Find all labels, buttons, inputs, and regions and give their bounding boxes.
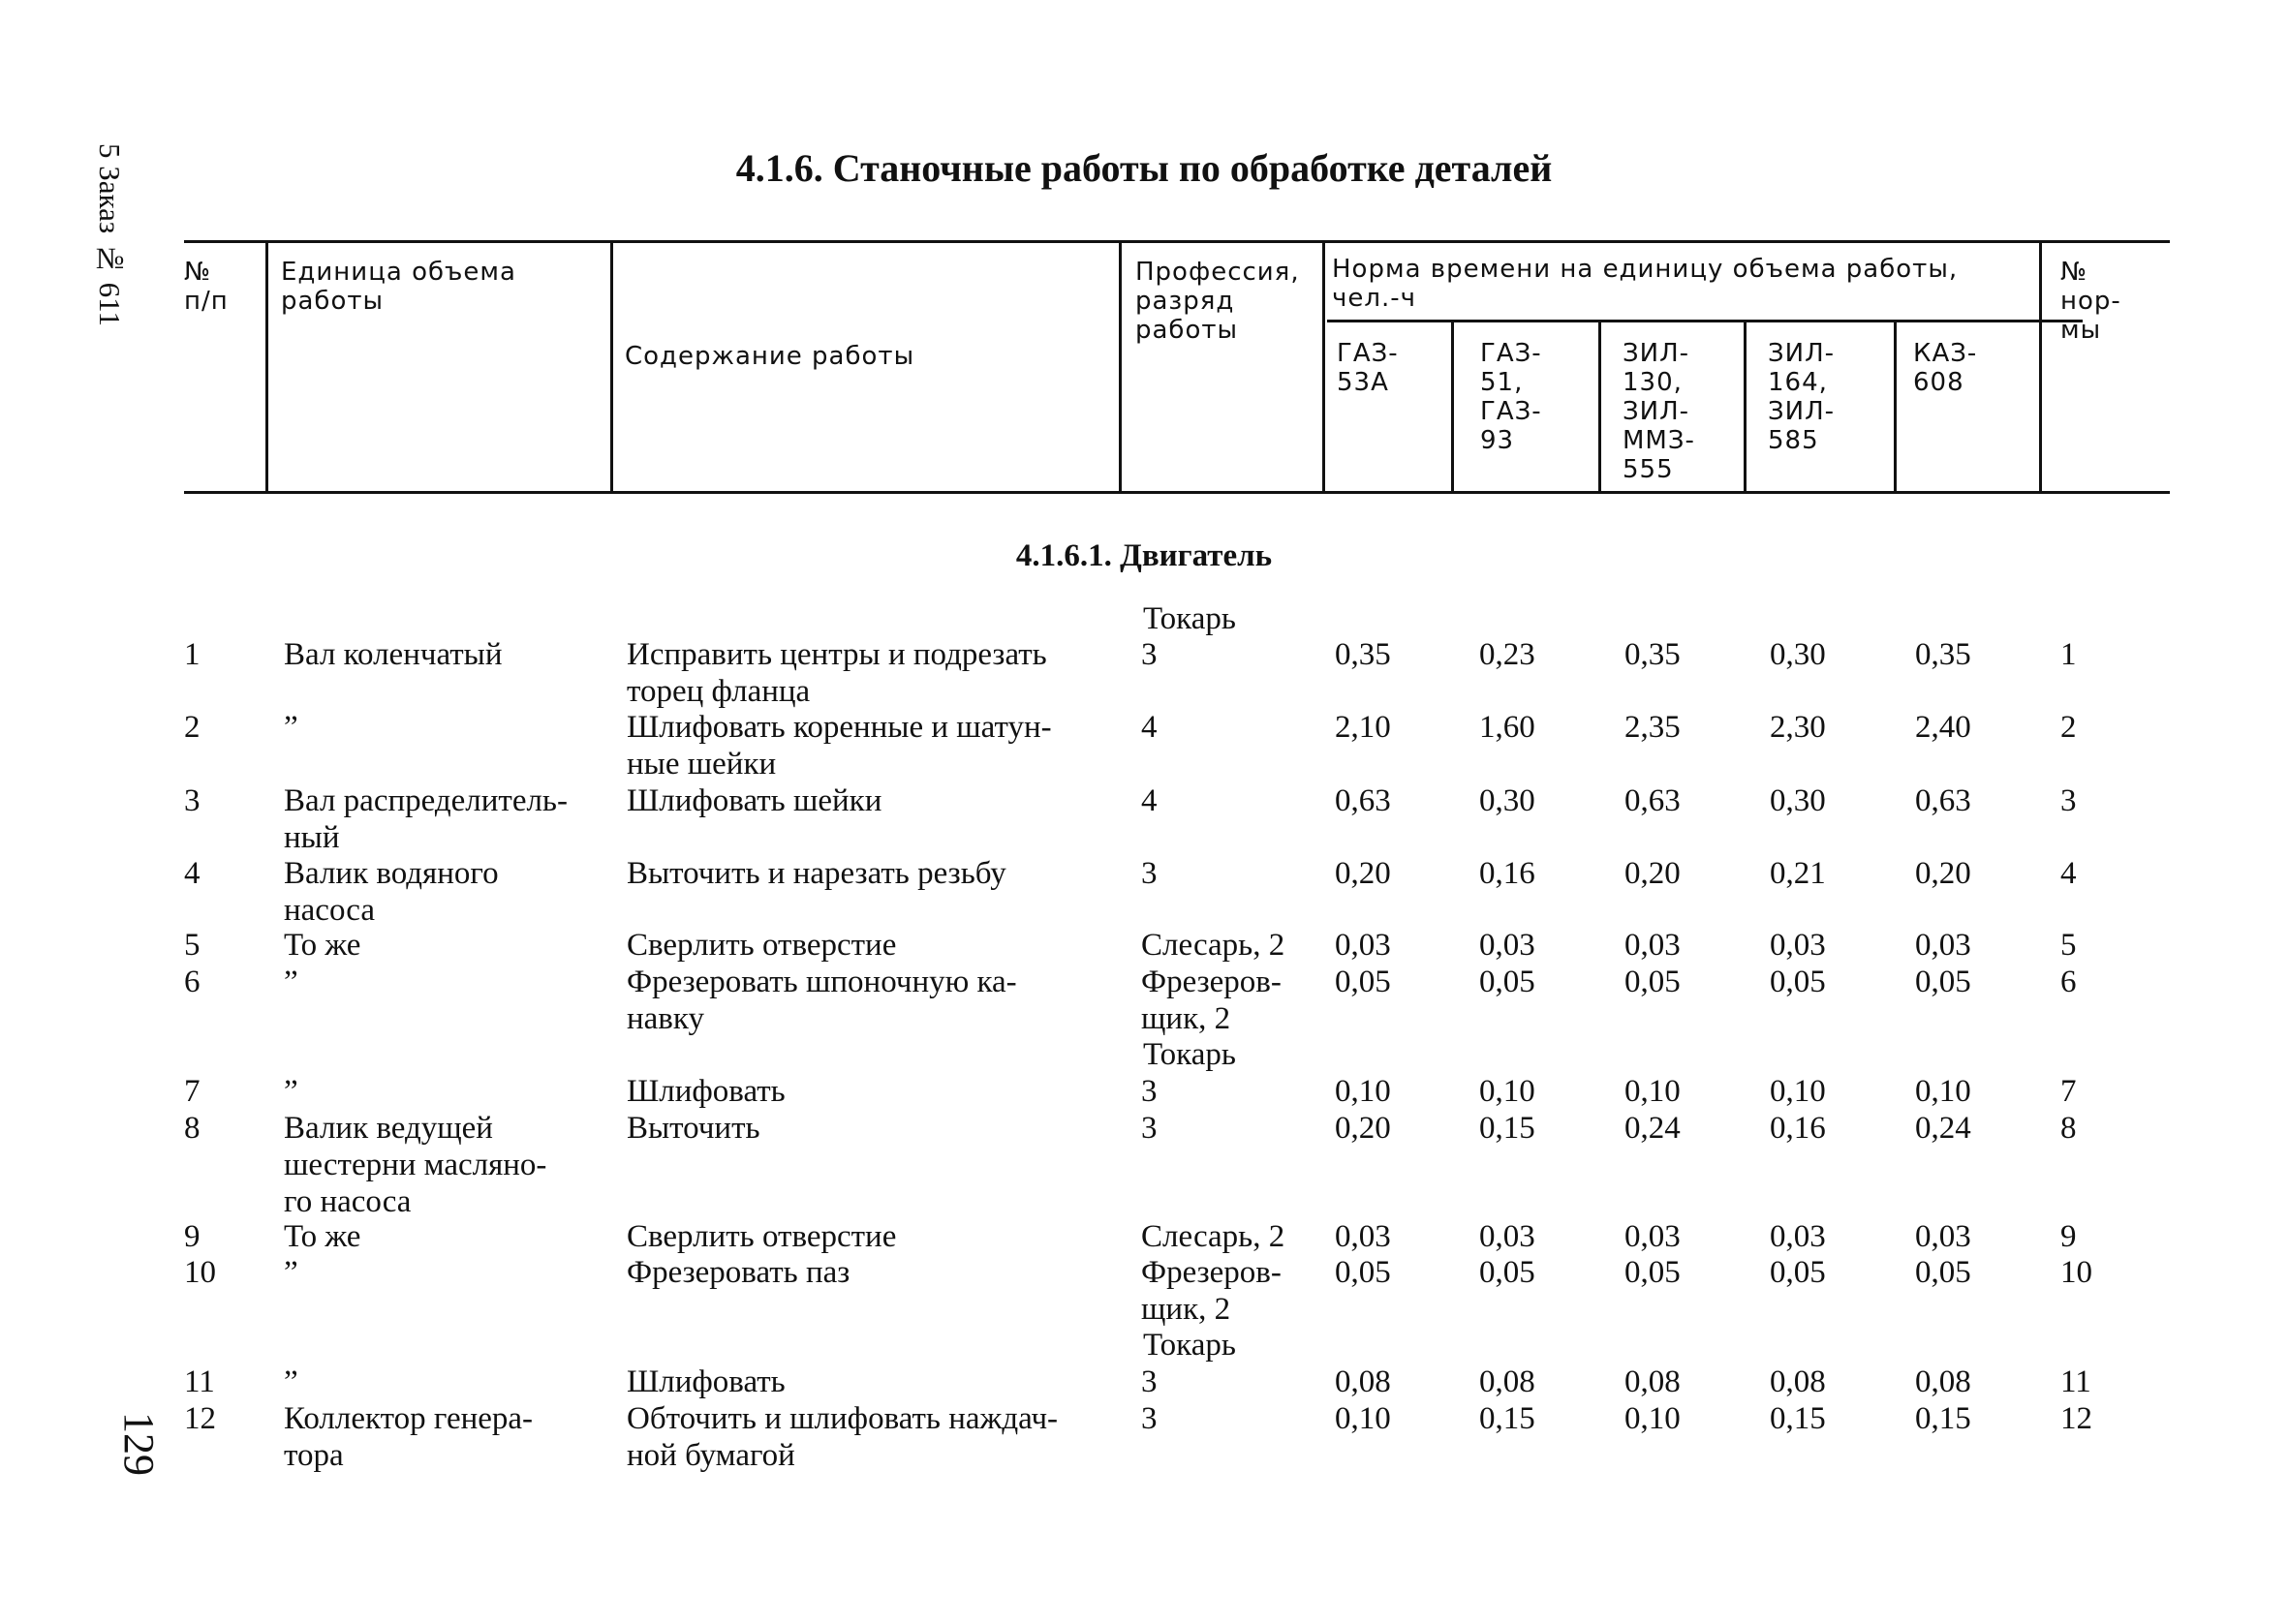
header-model-gaz53a: ГАЗ- 53А — [1337, 339, 1399, 397]
row-value-zil164: 0,08 — [1770, 1364, 1826, 1399]
row-value-kaz608: 0,15 — [1915, 1401, 1971, 1436]
row-number: 11 — [184, 1364, 215, 1399]
header-model-gaz51: ГАЗ- 51, ГАЗ- 93 — [1480, 339, 1542, 455]
row-value-zil164: 0,30 — [1770, 637, 1826, 672]
row-profession: 3 — [1141, 1401, 1158, 1436]
side-note: 5 Заказ № 611 — [93, 143, 127, 326]
row-unit: Валик ведущей шестерни масляно- го насоса — [284, 1111, 547, 1219]
row-value-gaz53a: 0,10 — [1335, 1401, 1391, 1436]
row-value-zil130: 0,03 — [1624, 1219, 1681, 1254]
row-profession: 3 — [1141, 637, 1158, 672]
row-value-gaz53a: 0,03 — [1335, 928, 1391, 963]
row-content: Выточить и нарезать резьбу — [627, 856, 1006, 891]
row-value-gaz53a: 0,05 — [1335, 1255, 1391, 1290]
row-value-zil164: 0,15 — [1770, 1401, 1826, 1436]
row-unit: ” — [284, 1255, 298, 1290]
row-content: Фрезеровать шпоночную ка- навку — [627, 965, 1017, 1036]
row-value-zil164: 0,05 — [1770, 965, 1826, 999]
row-profession: 4 — [1141, 783, 1158, 818]
row-unit: Коллектор генера- тора — [284, 1401, 534, 1473]
page-number: 129 — [115, 1412, 163, 1476]
row-content: Исправить центры и подрезать торец фланца — [627, 637, 1047, 709]
row-value-zil164: 0,03 — [1770, 1219, 1826, 1254]
row-value-zil130: 0,20 — [1624, 856, 1681, 891]
row-profession: Слесарь, 2 — [1141, 928, 1285, 963]
row-value-zil130: 0,24 — [1624, 1111, 1681, 1146]
row-content: Шлифовать — [627, 1364, 786, 1399]
row-value-kaz608: 0,05 — [1915, 965, 1971, 999]
row-value-zil164: 0,21 — [1770, 856, 1826, 891]
header-model-zil164: ЗИЛ- 164, ЗИЛ- 585 — [1768, 339, 1836, 455]
row-value-gaz51: 0,03 — [1479, 1219, 1535, 1254]
row-value-kaz608: 0,03 — [1915, 928, 1971, 963]
row-value-kaz608: 0,35 — [1915, 637, 1971, 672]
row-value-gaz53a: 0,20 — [1335, 856, 1391, 891]
row-norm-number: 11 — [2060, 1364, 2091, 1399]
row-unit: ” — [284, 710, 298, 745]
row-value-kaz608: 0,63 — [1915, 783, 1971, 818]
row-value-gaz53a: 0,20 — [1335, 1111, 1391, 1146]
header-norm-num: № нор- мы — [2060, 258, 2121, 345]
row-value-gaz51: 0,10 — [1479, 1074, 1535, 1109]
row-number: 2 — [184, 710, 201, 745]
header-model-kaz608: КАЗ- 608 — [1913, 339, 1978, 397]
row-profession: Фрезеров- щик, 2 — [1141, 1255, 1282, 1327]
row-value-gaz53a: 0,03 — [1335, 1219, 1391, 1254]
row-norm-number: 10 — [2060, 1255, 2092, 1290]
row-value-gaz51: 1,60 — [1479, 710, 1535, 745]
row-value-gaz51: 0,08 — [1479, 1364, 1535, 1399]
row-value-zil164: 0,03 — [1770, 928, 1826, 963]
row-number: 5 — [184, 928, 201, 963]
row-number: 4 — [184, 856, 201, 891]
row-value-gaz53a: 0,63 — [1335, 783, 1391, 818]
row-content: Шлифовать — [627, 1074, 786, 1109]
row-profession: Слесарь, 2 — [1141, 1219, 1285, 1254]
row-value-zil164: 0,16 — [1770, 1111, 1826, 1146]
row-value-kaz608: 0,03 — [1915, 1219, 1971, 1254]
row-unit: Вал коленчатый — [284, 637, 503, 672]
row-content: Выточить — [627, 1111, 760, 1146]
row-profession: Фрезеров- щик, 2 — [1141, 965, 1282, 1036]
row-norm-number: 6 — [2060, 965, 2077, 999]
page-title: 4.1.6. Станочные работы по обработке деталей — [735, 146, 1553, 190]
row-unit: То же — [284, 928, 361, 963]
profession-label: Токарь — [1143, 601, 1236, 636]
row-value-zil130: 0,10 — [1624, 1074, 1681, 1109]
row-value-zil130: 0,08 — [1624, 1364, 1681, 1399]
row-value-zil164: 2,30 — [1770, 710, 1826, 745]
row-number: 6 — [184, 965, 201, 999]
row-number: 9 — [184, 1219, 201, 1254]
row-profession: 4 — [1141, 710, 1158, 745]
row-value-gaz51: 0,30 — [1479, 783, 1535, 818]
row-value-kaz608: 0,24 — [1915, 1111, 1971, 1146]
row-number: 3 — [184, 783, 201, 818]
header-content: Содержание работы — [625, 342, 915, 371]
row-value-gaz53a: 0,10 — [1335, 1074, 1391, 1109]
row-norm-number: 2 — [2060, 710, 2077, 745]
row-value-zil130: 0,35 — [1624, 637, 1681, 672]
profession-label: Токарь — [1143, 1037, 1236, 1072]
row-number: 7 — [184, 1074, 201, 1109]
row-number: 10 — [184, 1255, 216, 1290]
row-unit: ” — [284, 965, 298, 999]
row-value-gaz53a: 0,35 — [1335, 637, 1391, 672]
row-norm-number: 8 — [2060, 1111, 2077, 1146]
row-number: 12 — [184, 1401, 216, 1436]
row-norm-number: 5 — [2060, 928, 2077, 963]
row-value-gaz53a: 0,05 — [1335, 965, 1391, 999]
row-value-zil164: 0,05 — [1770, 1255, 1826, 1290]
row-profession: 3 — [1141, 1111, 1158, 1146]
row-value-gaz53a: 2,10 — [1335, 710, 1391, 745]
profession-label: Токарь — [1143, 1328, 1236, 1363]
row-value-gaz51: 0,16 — [1479, 856, 1535, 891]
row-value-zil130: 0,10 — [1624, 1401, 1681, 1436]
row-value-zil130: 2,35 — [1624, 710, 1681, 745]
row-value-zil130: 0,05 — [1624, 965, 1681, 999]
row-content: Обточить и шлифовать наждач- ной бумагой — [627, 1401, 1059, 1473]
header-norm: Норма времени на единицу объема работы, чел.-ч — [1332, 255, 1959, 313]
row-profession: 3 — [1141, 856, 1158, 891]
row-value-kaz608: 2,40 — [1915, 710, 1971, 745]
row-value-zil164: 0,10 — [1770, 1074, 1826, 1109]
row-value-zil130: 0,63 — [1624, 783, 1681, 818]
header-profession: Профессия, разряд работы — [1135, 258, 1300, 345]
row-value-gaz51: 0,15 — [1479, 1111, 1535, 1146]
row-unit: ” — [284, 1074, 298, 1109]
row-value-zil130: 0,05 — [1624, 1255, 1681, 1290]
row-value-gaz51: 0,05 — [1479, 1255, 1535, 1290]
row-number: 8 — [184, 1111, 201, 1146]
row-unit: Валик водяного насоса — [284, 856, 499, 928]
row-content: Сверлить отверстие — [627, 1219, 897, 1254]
header-num: № п/п — [184, 258, 229, 316]
row-norm-number: 12 — [2060, 1401, 2092, 1436]
row-norm-number: 3 — [2060, 783, 2077, 818]
section-title: 4.1.6.1. Двигатель — [1015, 538, 1273, 573]
row-value-zil130: 0,03 — [1624, 928, 1681, 963]
row-value-gaz51: 0,03 — [1479, 928, 1535, 963]
row-content: Фрезеровать паз — [627, 1255, 850, 1290]
row-value-gaz51: 0,05 — [1479, 965, 1535, 999]
header-unit: Единица объема работы — [281, 258, 516, 316]
row-value-gaz51: 0,15 — [1479, 1401, 1535, 1436]
row-norm-number: 7 — [2060, 1074, 2077, 1109]
row-value-kaz608: 0,10 — [1915, 1074, 1971, 1109]
row-number: 1 — [184, 637, 201, 672]
row-content: Сверлить отверстие — [627, 928, 897, 963]
row-value-gaz51: 0,23 — [1479, 637, 1535, 672]
row-norm-number: 4 — [2060, 856, 2077, 891]
row-norm-number: 9 — [2060, 1219, 2077, 1254]
row-value-gaz53a: 0,08 — [1335, 1364, 1391, 1399]
row-profession: 3 — [1141, 1074, 1158, 1109]
row-norm-number: 1 — [2060, 637, 2077, 672]
row-value-zil164: 0,30 — [1770, 783, 1826, 818]
row-content: Шлифовать коренные и шатун- ные шейки — [627, 710, 1052, 781]
row-unit: Вал распределитель- ный — [284, 783, 568, 855]
row-content: Шлифовать шейки — [627, 783, 882, 818]
row-profession: 3 — [1141, 1364, 1158, 1399]
row-value-kaz608: 0,05 — [1915, 1255, 1971, 1290]
row-value-kaz608: 0,20 — [1915, 856, 1971, 891]
row-unit: То же — [284, 1219, 361, 1254]
row-unit: ” — [284, 1364, 298, 1399]
header-model-zil130: ЗИЛ- 130, ЗИЛ- ММЗ- 555 — [1623, 339, 1695, 484]
row-value-kaz608: 0,08 — [1915, 1364, 1971, 1399]
